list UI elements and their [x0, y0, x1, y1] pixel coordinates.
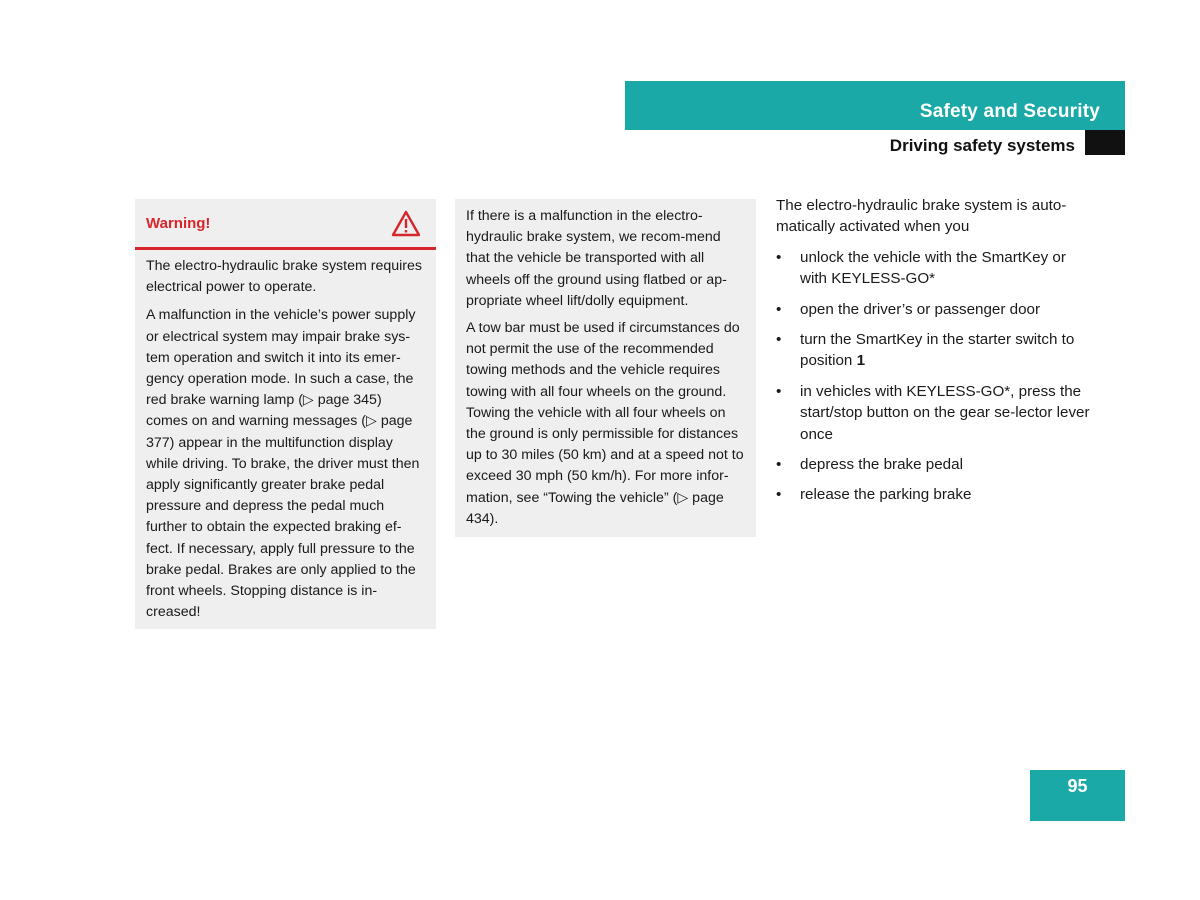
page-number-box [1030, 770, 1125, 821]
towing-info-body [455, 199, 756, 530]
list-item-text: in vehicles with KEYLESS-GO*, press the start/stop button on the gear se-lector lever once [800, 382, 1090, 443]
page-number: 95 [1067, 776, 1088, 796]
section-title: Safety and Security [919, 101, 1100, 122]
subsection-marker [1085, 130, 1125, 155]
activation-conditions-list [776, 247, 1096, 506]
warning-header [135, 199, 436, 250]
warning-triangle-icon [391, 210, 421, 242]
warning-box [135, 199, 436, 629]
list-item-text: open the driver’s or passenger door [800, 300, 1041, 318]
towing-info-box [455, 199, 756, 537]
list-item [776, 247, 1096, 290]
main-text-column [776, 195, 1096, 515]
subsection-title: Driving safety systems [889, 136, 1075, 155]
bullet-icon: • [776, 300, 782, 318]
list-item-text: unlock the vehicle with the SmartKey or with KEYLESS-GO* [800, 248, 1066, 288]
list-item [776, 299, 1096, 320]
list-item [776, 381, 1096, 445]
warning-paragraph: A malfunction in the vehicle’s power supply or electrical system may impair brake sys-tem operation and switch it into its emer-gency operation mode. In such a case, the red brake warning lamp (▷ page 345) comes on and warning messages (▷ page 377) appear in the multifunction display while driving. To brake, the driver must then apply significantly greater brake pedal pressure and depress the pedal much further to obtain the expected braking ef-fect. If necessary, apply full pressure to the brake pedal. Brakes are only applied to the front wheels. Stopping distance is in-creased! [146, 307, 420, 621]
bullet-icon: • [776, 248, 782, 266]
info-paragraph: A tow bar must be used if circumstances do not permit the use of the recommended towing methods and the vehicle requires towing with all four wheels on the ground. Towing the vehicle with all four wheels on the ground is only permissible for distances up to 30 miles (50 km) and at a speed not to exceed 30 mph (50 km/h). For more infor-mation, see “Towing the vehicle” (▷ page 434). [466, 320, 744, 527]
list-item [776, 329, 1096, 372]
list-item-text: depress the brake pedal [800, 456, 963, 474]
list-item [776, 484, 1096, 505]
list-item-text: release the parking brake [800, 486, 972, 504]
bullet-icon: • [776, 382, 782, 400]
bullet-icon: • [776, 486, 782, 504]
warning-paragraph: The electro-hydraulic brake system requires electrical power to operate. [146, 258, 422, 296]
warning-body [135, 250, 436, 623]
info-paragraph: If there is a malfunction in the electro-hydraulic brake system, we recom-mend that the vehicle be transported with all wheels off the ground using flatbed or ap-propriate wheel lift/dolly equipment. [466, 208, 727, 309]
bullet-icon: • [776, 456, 782, 474]
warning-label: Warning! [146, 215, 211, 232]
list-item-text: turn the SmartKey in the starter switch to position [800, 331, 1075, 370]
bullet-icon: • [776, 331, 782, 349]
section-header-band [625, 81, 1125, 130]
list-item [776, 454, 1096, 475]
intro-paragraph: The electro-hydraulic brake system is auto-matically activated when you [776, 197, 1067, 236]
position-number: 1 [856, 352, 866, 370]
